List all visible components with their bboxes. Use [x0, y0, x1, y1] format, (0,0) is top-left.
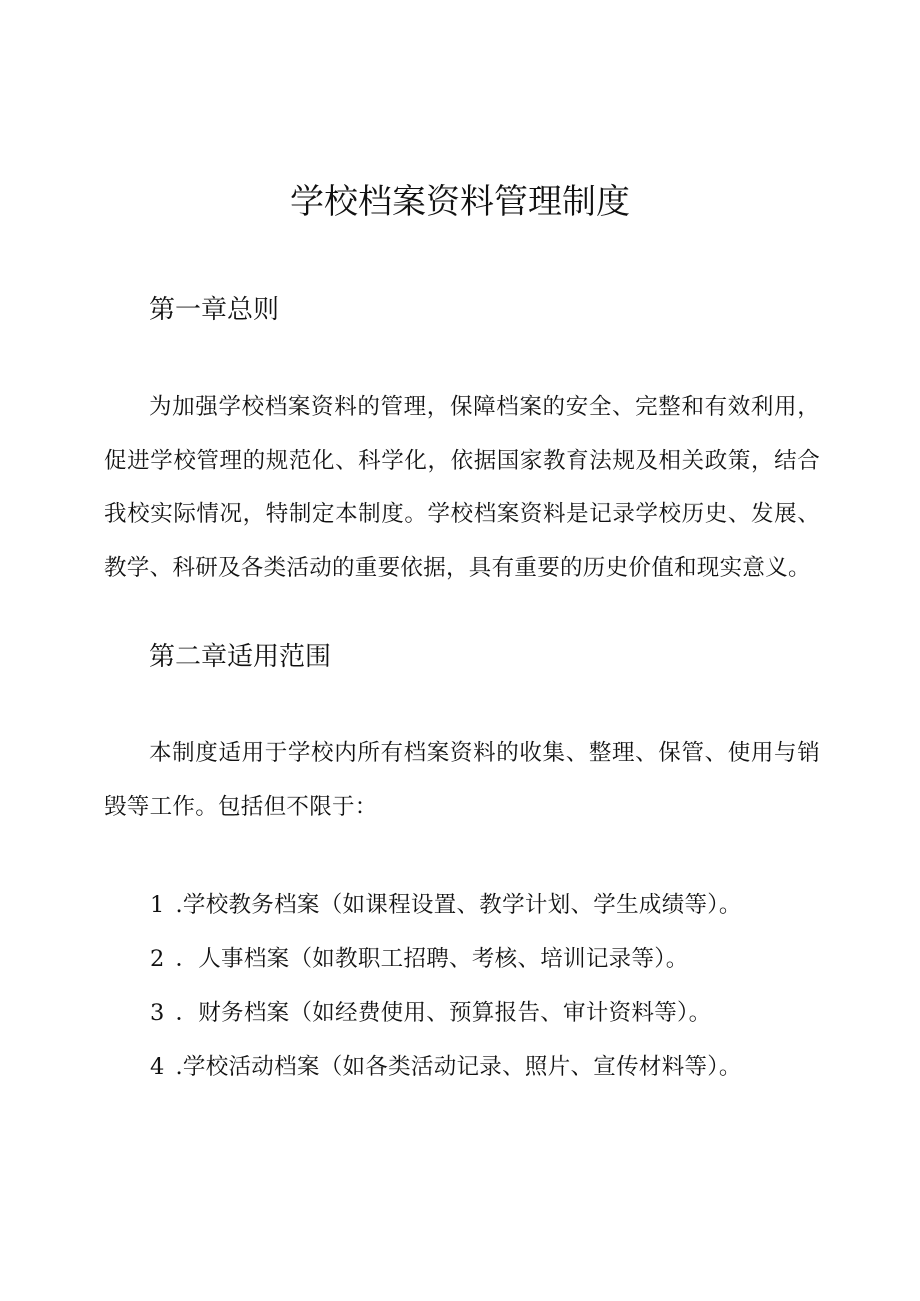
- list-item-number: 3: [150, 1000, 165, 1026]
- document-title: 学校档案资料管理制度: [290, 182, 630, 222]
- chapter-1-paragraph: 为加强学校档案资料的管理，保障档案的安全、完整和有效利用，促进学校管理的规范化、科学化，依据国家教育法规及相关政策，结合我校实际情况，特制定本制度。学校档案资料是记录学校历史、发展、教学、科研及各类活动的重要依据，具有重要的历史价值和现实意义。: [104, 394, 820, 581]
- list-item-text: .学校教务档案（如课程设置、教学计划、学生成绩等）。: [168, 892, 742, 918]
- list-item-text: ．财务档案（如经费使用、预算报告、审计资料等）。: [168, 1000, 712, 1026]
- list-item-number: 2: [150, 946, 165, 972]
- list-item: [150, 1040, 830, 1094]
- list-item: [150, 878, 830, 932]
- chapter-2-paragraph: 本制度适用于学校内所有档案资料的收集、整理、保管、使用与销毁等工作。包括但不限于：: [104, 740, 820, 820]
- list-item: [150, 986, 830, 1040]
- list-item-number: 1: [150, 892, 165, 918]
- list-item: [150, 932, 830, 986]
- list-item-text: .学校活动档案（如各类活动记录、照片、宣传材料等）。: [168, 1054, 742, 1080]
- list-item-text: ．人事档案（如教职工招聘、考核、培训记录等）。: [168, 946, 689, 972]
- chapter-1-heading: 第一章总则: [149, 295, 280, 325]
- list-item-number: 4: [150, 1054, 165, 1080]
- chapter-2-heading: 第二章适用范围: [149, 642, 332, 672]
- archive-type-list: [150, 878, 830, 1094]
